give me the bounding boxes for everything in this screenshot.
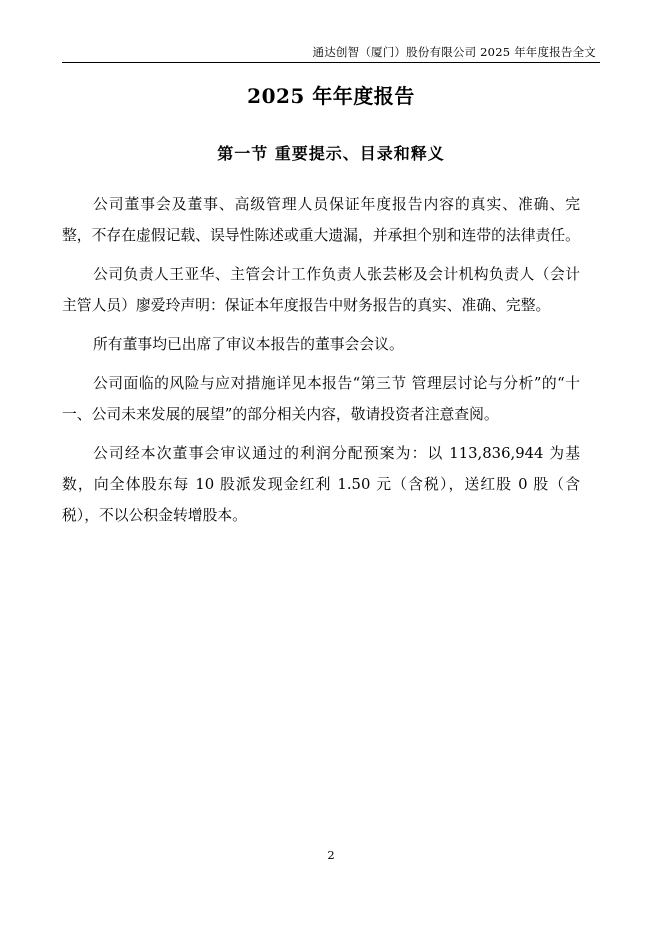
paragraph-financial-statement-declaration: 公司负责人王亚华、主管会计工作负责人张芸彬及会计机构负责人（会计主管人员）廖爱玲声明：保证本年度报告中财务报告的真实、准确、完整。	[62, 266, 580, 314]
section-title: 第一节 重要提示、目录和释义	[217, 144, 445, 163]
paragraph-risk-notice: 公司面临的风险与应对措施详见本报告“第三节 管理层讨论与分析”的“十一、公司未来发展的展望”的部分相关内容，敬请投资者注意查阅。	[62, 375, 580, 423]
page-header	[62, 42, 600, 63]
document-title: 2025 年年度报告	[247, 84, 415, 108]
paragraph-board-attendance: 所有董事均已出席了审议本报告的董事会会议。	[93, 336, 404, 353]
paragraph-board-guarantee: 公司董事会及董事、高级管理人员保证年度报告内容的真实、准确、完整，不存在虚假记载、误导性陈述或重大遗漏，并承担个别和连带的法律责任。	[62, 196, 580, 244]
body-text	[62, 189, 580, 539]
paragraph-profit-distribution: 公司经本次董事会审议通过的利润分配预案为：以 113,836,944 为基数，向全体股东每 10 股派发现金红利 1.50 元（含税），送红股 0 股（含税），不以公积金转增股本。	[62, 445, 580, 524]
header-company-report-name: 通达创智（厦门）股份有限公司 2025 年年度报告全文	[312, 45, 596, 59]
page-number: 2	[327, 848, 335, 862]
